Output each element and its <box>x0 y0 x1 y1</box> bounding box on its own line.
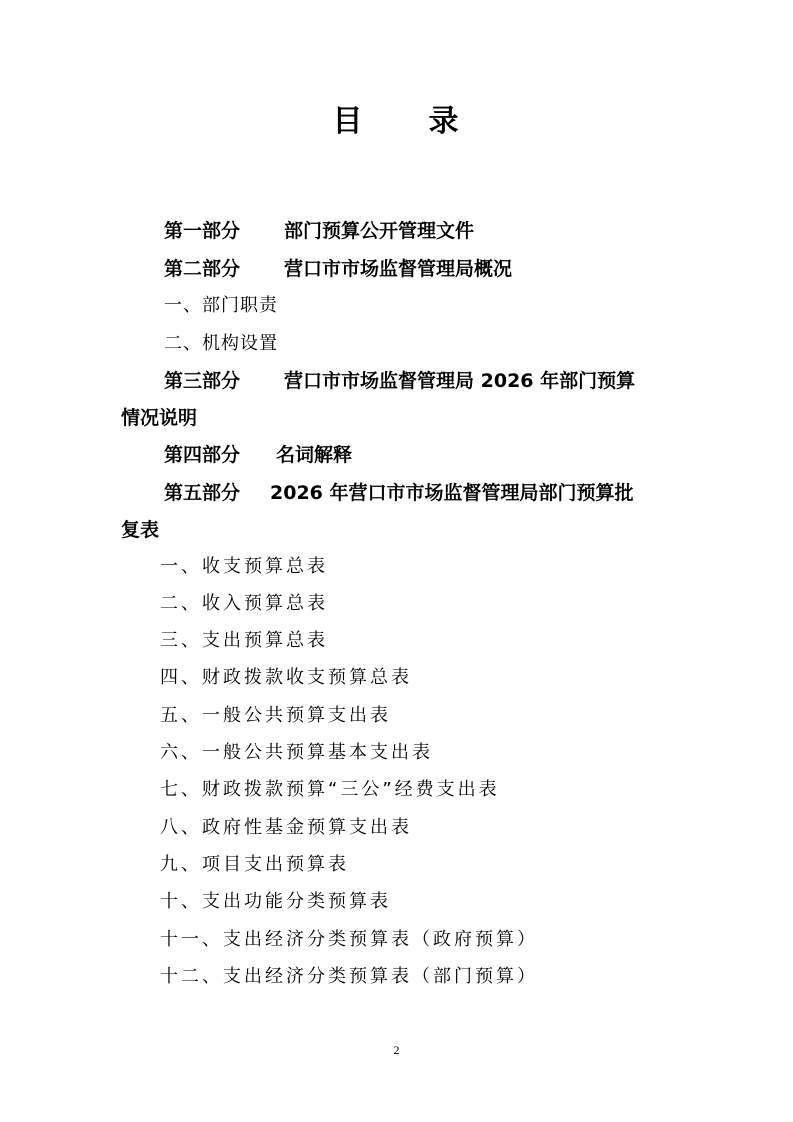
part-title: 2026 年营口市市场监督管理局部门预算批 <box>270 482 634 504</box>
toc-part-3-continuation: 情况说明 <box>121 407 198 429</box>
part-label: 第三部分 <box>164 370 241 392</box>
toc-part-4 <box>164 443 352 467</box>
toc-part-3 <box>164 369 635 393</box>
toc-table-item: 七、财政拨款预算“三公”经费支出表 <box>160 779 500 800</box>
toc-table-item: 十一、支出经济分类预算表（政府预算） <box>160 929 538 950</box>
toc-subitem: 二、机构设置 <box>164 333 278 354</box>
part-title: 部门预算公开管理文件 <box>284 220 475 242</box>
toc-table-item: 十二、支出经济分类预算表（部门预算） <box>160 966 538 987</box>
page-number: 2 <box>393 1043 400 1057</box>
toc-table-item: 九、项目支出预算表 <box>160 854 349 875</box>
toc-part-2 <box>164 257 512 281</box>
toc-subitem: 一、部门职责 <box>164 295 278 316</box>
part-label: 第四部分 <box>164 444 241 466</box>
part-label: 第一部分 <box>164 220 241 242</box>
toc-table-item: 五、一般公共预算支出表 <box>160 705 391 726</box>
toc-table-item: 一、收支预算总表 <box>160 556 328 577</box>
toc-title: 目 录 <box>332 104 461 139</box>
toc-part-1 <box>164 219 474 243</box>
part-title: 营口市市场监督管理局 2026 年部门预算 <box>284 370 636 392</box>
toc-table-item: 四、财政拨款收支预算总表 <box>160 667 412 688</box>
toc-part-5-continuation: 复表 <box>121 519 160 541</box>
part-label: 第五部分 <box>164 482 241 504</box>
part-title: 营口市市场监督管理局概况 <box>284 258 513 280</box>
toc-table-item: 八、政府性基金预算支出表 <box>160 817 412 838</box>
toc-table-item: 二、收入预算总表 <box>160 593 328 614</box>
toc-table-item: 十、支出功能分类预算表 <box>160 891 391 912</box>
part-title: 名词解释 <box>276 444 353 466</box>
toc-table-item: 六、一般公共预算基本支出表 <box>160 742 433 763</box>
toc-table-item: 三、支出预算总表 <box>160 630 328 651</box>
toc-part-5 <box>164 481 634 505</box>
part-label: 第二部分 <box>164 258 241 280</box>
